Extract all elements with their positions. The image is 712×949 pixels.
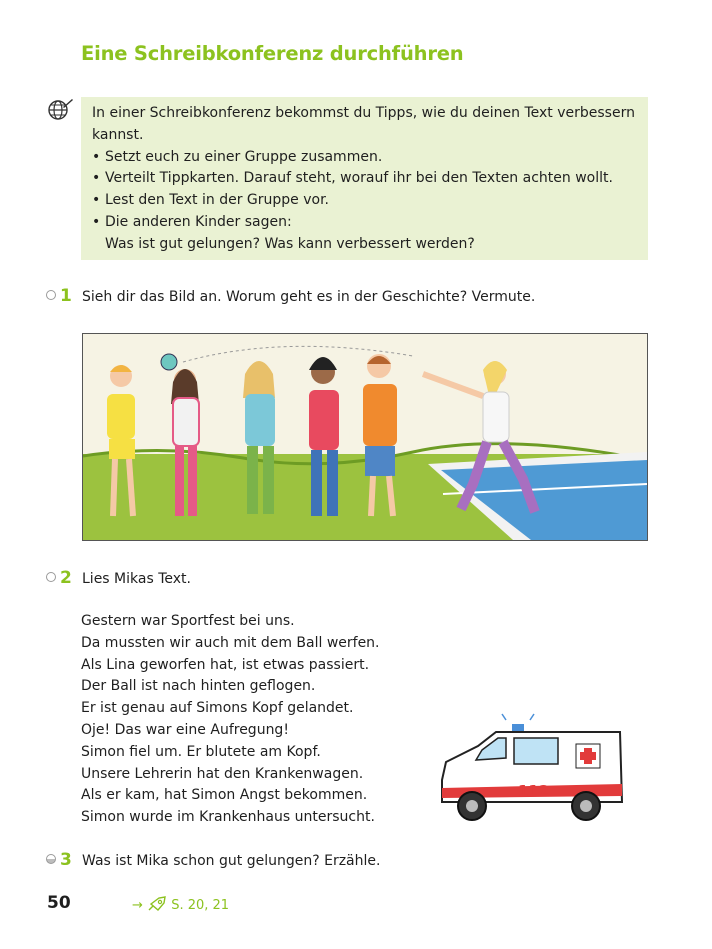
ambulance-number: 112: [518, 782, 550, 800]
info-list: [92, 147, 638, 234]
story-line: Gestern war Sportfest bei uns.: [81, 613, 295, 629]
task-3: [46, 850, 380, 870]
task-2: [46, 568, 191, 588]
story-line: Unsere Lehrerin hat den Krankenwagen.: [81, 765, 364, 782]
arrow-icon: →: [132, 898, 143, 913]
task-number: 2: [60, 568, 72, 588]
info-bullet: • Verteilt Tippkarten. Darauf steht, worauf ihr bei den Texten achten wollt.: [92, 168, 638, 190]
info-bullet: • Lest den Text in der Gruppe vor.: [92, 190, 638, 212]
story-line: Als Lina geworfen hat, ist etwas passiert.: [81, 656, 370, 673]
task-text: Sieh dir das Bild an. Worum geht es in der Geschichte? Vermute.: [82, 289, 536, 305]
info-box: [81, 97, 648, 260]
task-text: Lies Mikas Text.: [82, 571, 191, 587]
page-number: 50: [47, 893, 71, 913]
task-number: 1: [60, 286, 72, 306]
story-line: Der Ball ist nach hinten geflogen.: [81, 678, 316, 695]
task-text: Was ist Mika schon gut gelungen? Erzähle.: [82, 853, 381, 869]
globe-pen-icon: [47, 98, 73, 122]
story-line: Simon fiel um. Er blutete am Kopf.: [81, 743, 321, 760]
info-bullet-continuation: Was ist gut gelungen? Was kann verbessert werden?: [105, 235, 475, 252]
task-checkbox[interactable]: [46, 854, 56, 864]
task-1: [46, 286, 535, 306]
info-bullet: • Die anderen Kinder sagen:: [92, 212, 638, 234]
task-checkbox[interactable]: [46, 290, 56, 300]
story-text: [81, 611, 380, 829]
story-line: Als er kam, hat Simon Angst bekommen.: [81, 787, 368, 804]
story-line: Er ist genau auf Simons Kopf gelandet.: [81, 700, 354, 717]
task-checkbox[interactable]: [46, 572, 56, 582]
cross-reference[interactable]: [132, 896, 229, 913]
story-line: Simon wurde im Krankenhaus untersucht.: [81, 809, 375, 826]
sportfest-illustration: [82, 333, 648, 541]
story-line: Da mussten wir auch mit dem Ball werfen.: [81, 634, 380, 651]
info-bullet: • Setzt euch zu einer Gruppe zusammen.: [92, 147, 638, 169]
page-title: Eine Schreibkonferenz durchführen: [81, 42, 464, 65]
story-line: Oje! Das war eine Aufregung!: [81, 721, 289, 738]
cross-ref-pages: S. 20, 21: [171, 898, 230, 913]
info-intro: In einer Schreibkonferenz bekommst du Tipps, wie du deinen Text verbessern kannst.: [92, 105, 635, 143]
rocket-icon: [147, 896, 167, 912]
ambulance-illustration: [436, 710, 626, 830]
task-number: 3: [60, 850, 72, 870]
